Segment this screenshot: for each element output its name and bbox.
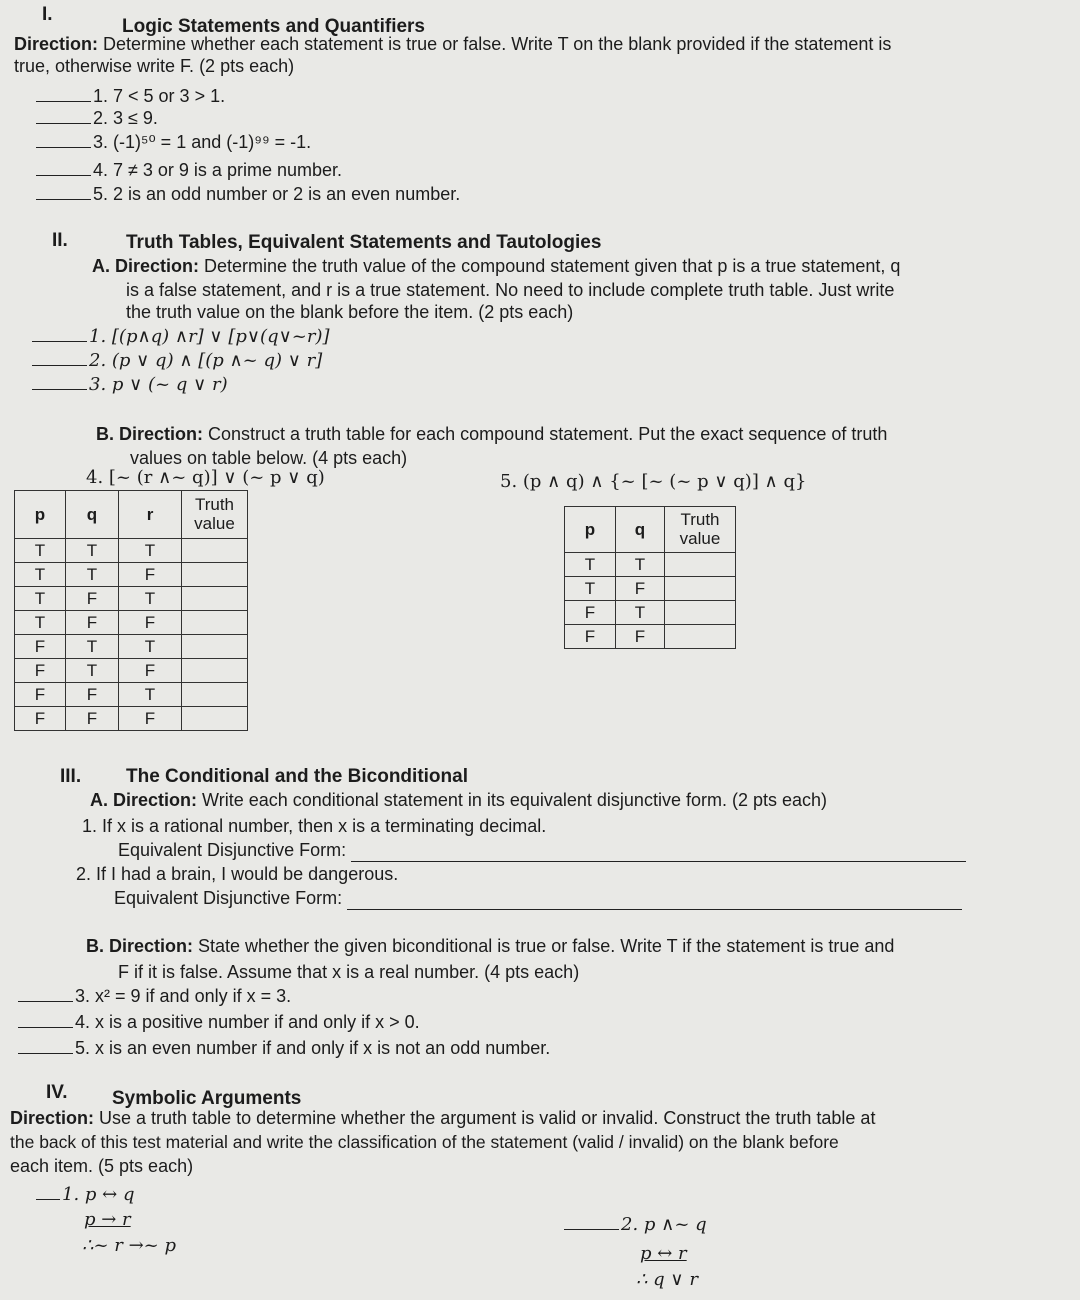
cell-q: T — [616, 601, 665, 625]
section3-partB-direction-cont: F if it is false. Assume that x is a real number. (4 pts each) — [118, 962, 580, 982]
section1-direction — [14, 34, 891, 55]
header-r: r — [119, 491, 182, 539]
cell-q: T — [66, 635, 119, 659]
answer-blank[interactable] — [18, 1053, 73, 1054]
section3-partB-item-5 — [18, 1038, 550, 1059]
answer-blank[interactable] — [564, 1229, 619, 1230]
cell-p: F — [15, 659, 66, 683]
answer-blank[interactable] — [36, 123, 91, 124]
answer-cell[interactable] — [182, 635, 248, 659]
table-row — [565, 625, 736, 649]
cell-q: T — [66, 563, 119, 587]
direction-text: Construct a truth table for each compound statement. Put the exact sequence of truth — [208, 424, 888, 444]
section4-direction-cont2: each item. (5 pts each) — [10, 1156, 194, 1176]
cell-q: F — [66, 611, 119, 635]
section4-direction-cont1: the back of this test material and write the classification of the statement (valid / invalid) on the blank before — [10, 1132, 839, 1152]
section4-title: Symbolic Arguments — [112, 1088, 302, 1109]
answer-blank[interactable] — [36, 147, 91, 148]
direction-text: Determine whether each statement is true or false. Write T on the blank provided if the statement is — [103, 34, 892, 54]
section3-partB-direction — [86, 936, 894, 957]
answer-blank[interactable] — [36, 199, 91, 200]
premise-text: 1. p ↔ q — [62, 1184, 135, 1205]
answer-cell[interactable] — [665, 601, 736, 625]
table-row — [15, 635, 248, 659]
cell-q: F — [66, 683, 119, 707]
item-text: 2. (p ∨ q) ∧ [(p ∧~ q) ∨ r] — [89, 350, 323, 371]
header-q: q — [66, 491, 119, 539]
item-text: 5. 2 is an odd number or 2 is an even number. — [93, 184, 461, 204]
answer-cell[interactable] — [665, 625, 736, 649]
item-text: 2. 3 ≤ 9. — [93, 108, 158, 128]
section2-partA-direction — [92, 256, 900, 277]
cell-p: T — [565, 553, 616, 577]
answer-blank[interactable] — [32, 365, 87, 366]
direction-label: A. Direction: — [90, 790, 198, 810]
cell-q: F — [66, 707, 119, 731]
section2-partB-direction — [96, 424, 887, 445]
truth-table-4 — [14, 490, 248, 731]
header-p: p — [565, 507, 616, 553]
cell-p: T — [15, 587, 66, 611]
direction-text: Determine the truth value of the compound statement given that p is a true statement, q — [204, 256, 901, 276]
truth-table-4-body — [15, 539, 248, 731]
answer-blank[interactable] — [32, 341, 87, 342]
section2-partA-direction-cont1: is a false statement, and r is a true statement. No need to include complete truth table. Just write — [126, 280, 895, 300]
section2-title: Truth Tables, Equivalent Statements and Tautologies — [126, 232, 602, 253]
header-q: q — [616, 507, 665, 553]
cell-p: T — [15, 611, 66, 635]
cell-p: F — [15, 707, 66, 731]
table-row — [15, 683, 248, 707]
section3-edf-row-2 — [114, 888, 962, 910]
item-text: 3. x² = 9 if and only if x = 3. — [75, 986, 292, 1006]
section1-numeral: I. — [42, 4, 53, 25]
item-text: 1. 7 < 5 or 3 > 1. — [93, 86, 226, 106]
cell-r: F — [119, 659, 182, 683]
section1-title: Logic Statements and Quantifiers — [122, 16, 425, 37]
section2-item-4: 4. [~ (r ∧~ q)] ∨ (~ p ∨ q) — [86, 467, 325, 488]
section2-partA-item-2 — [32, 350, 322, 372]
answer-cell[interactable] — [182, 659, 248, 683]
answer-cell[interactable] — [182, 707, 248, 731]
table-row — [565, 601, 736, 625]
cell-r: T — [119, 539, 182, 563]
argument-2-premise-1 — [564, 1214, 707, 1236]
direction-label: A. Direction: — [92, 256, 200, 276]
item-text: 3. p ∨ (~ q ∨ r) — [89, 374, 228, 395]
cell-r: F — [119, 611, 182, 635]
answer-cell[interactable] — [182, 611, 248, 635]
section3-item-2: 2. If I had a brain, I would be dangerous. — [76, 864, 399, 884]
table-row — [15, 587, 248, 611]
section3-numeral: III. — [60, 766, 82, 787]
table-row — [15, 563, 248, 587]
header-truth-value: Truth value — [182, 491, 248, 539]
direction-label: B. Direction: — [96, 424, 204, 444]
cell-p: F — [15, 683, 66, 707]
item-text: 4. 7 ≠ 3 or 9 is a prime number. — [93, 160, 342, 180]
section2-item-5: 5. (p ∧ q) ∧ {~ [~ (~ p ∨ q)] ∧ q} — [500, 471, 807, 492]
section3-partB-item-4 — [18, 1012, 420, 1033]
argument-1-premise-2: p → r — [84, 1209, 131, 1230]
section1-item-5 — [36, 184, 460, 205]
argument-2-premise-2: p ↔ r — [640, 1243, 687, 1264]
cell-q: F — [616, 577, 665, 601]
header-truth-value: Truth value — [665, 507, 736, 553]
edf-label: Equivalent Disjunctive Form: — [114, 888, 343, 908]
answer-cell[interactable] — [182, 587, 248, 611]
direction-text: State whether the given biconditional is true or false. Write T if the statement is true and — [198, 936, 895, 956]
direction-label: Direction: — [14, 34, 99, 54]
answer-blank[interactable] — [32, 389, 87, 390]
answer-cell[interactable] — [665, 553, 736, 577]
truth-table-5-body — [565, 553, 736, 649]
section3-partA-direction — [90, 790, 827, 811]
table-row — [15, 659, 248, 683]
answer-blank[interactable] — [18, 1027, 73, 1028]
cell-p: F — [15, 635, 66, 659]
section1-direction-cont: true, otherwise write F. (2 pts each) — [14, 56, 295, 76]
answer-blank[interactable] — [18, 1001, 73, 1002]
table-row — [565, 553, 736, 577]
cell-r: F — [119, 707, 182, 731]
cell-r: T — [119, 587, 182, 611]
section1-item-3 — [36, 132, 311, 153]
answer-blank[interactable] — [36, 1199, 60, 1200]
header-p: p — [15, 491, 66, 539]
section2-partA-item-3 — [32, 374, 228, 396]
section1-item-4 — [36, 160, 342, 181]
section3-item-1: 1. If x is a rational number, then x is a terminating decimal. — [82, 816, 547, 836]
section2-partB-direction-cont: values on table below. (4 pts each) — [130, 448, 408, 468]
answer-cell[interactable] — [182, 539, 248, 563]
section1-item-1 — [36, 86, 225, 107]
cell-r: F — [119, 563, 182, 587]
item-text: 3. (-1)⁵⁰ = 1 and (-1)⁹⁹ = -1. — [93, 132, 312, 152]
cell-q: T — [616, 553, 665, 577]
cell-q: F — [66, 587, 119, 611]
cell-p: F — [565, 625, 616, 649]
answer-line[interactable] — [347, 888, 962, 910]
cell-q: T — [66, 539, 119, 563]
answer-cell[interactable] — [665, 577, 736, 601]
answer-blank[interactable] — [36, 175, 91, 176]
answer-cell[interactable] — [182, 563, 248, 587]
table-row — [15, 611, 248, 635]
section2-partA-item-1 — [32, 326, 330, 348]
item-text: 4. x is a positive number if and only if x > 0. — [75, 1012, 420, 1032]
cell-q: F — [616, 625, 665, 649]
section2-partA-direction-cont2: the truth value on the blank before the item. (2 pts each) — [126, 302, 574, 322]
argument-1-conclusion: ∴~ r →~ p — [82, 1235, 176, 1256]
edf-label: Equivalent Disjunctive Form: — [118, 840, 347, 860]
direction-text: Use a truth table to determine whether the argument is valid or invalid. Construct the truth table at — [99, 1108, 876, 1128]
table-row — [15, 707, 248, 731]
direction-text: Write each conditional statement in its equivalent disjunctive form. (2 pts each) — [202, 790, 828, 810]
section1-item-2 — [36, 108, 158, 129]
cell-r: T — [119, 635, 182, 659]
table-row — [15, 539, 248, 563]
argument-2-conclusion: ∴ q ∨ r — [636, 1269, 698, 1290]
section3-partB-item-3 — [18, 986, 291, 1007]
answer-cell[interactable] — [182, 683, 248, 707]
section3-edf-row-1 — [118, 840, 966, 862]
premise-text: 2. p ∧~ q — [621, 1214, 707, 1235]
truth-table-5 — [564, 506, 736, 649]
direction-label: B. Direction: — [86, 936, 194, 956]
cell-p: T — [565, 577, 616, 601]
cell-p: T — [15, 539, 66, 563]
cell-p: F — [565, 601, 616, 625]
table-row — [565, 577, 736, 601]
answer-blank[interactable] — [36, 101, 91, 102]
section2-numeral: II. — [52, 230, 68, 251]
cell-q: T — [66, 659, 119, 683]
cell-p: T — [15, 563, 66, 587]
item-text: 1. [(p∧q) ∧r] ∨ [p∨(q∨~r)] — [89, 326, 330, 347]
item-text: 5. x is an even number if and only if x is not an odd number. — [75, 1038, 551, 1058]
section4-numeral: IV. — [46, 1082, 68, 1103]
answer-line[interactable] — [351, 840, 966, 862]
section3-title: The Conditional and the Biconditional — [126, 766, 468, 787]
argument-1-premise-1 — [36, 1184, 134, 1206]
section4-direction — [10, 1108, 875, 1129]
cell-r: T — [119, 683, 182, 707]
direction-label: Direction: — [10, 1108, 95, 1128]
